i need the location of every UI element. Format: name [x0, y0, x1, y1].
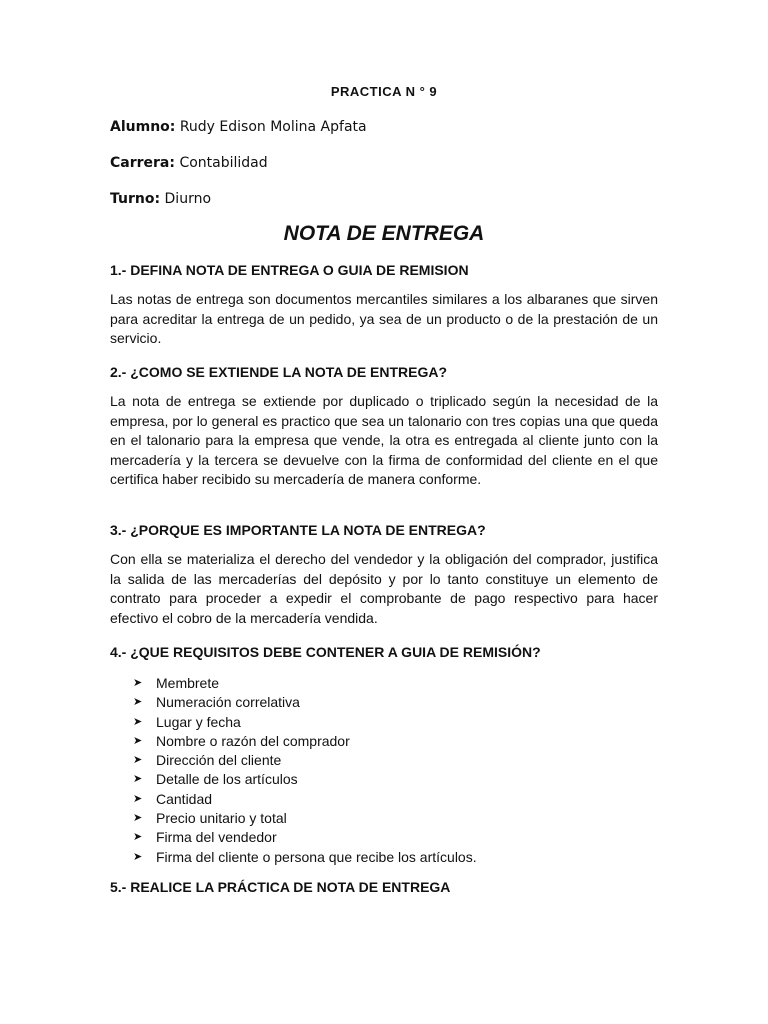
career-field — [110, 153, 268, 173]
answer-2: La nota de entrega se extiende por duplicado o triplicado según la necesidad de la empresa, por lo general es practico que sea un talonario con tres copias una que queda en el talonario para la empresa que vende, la otra es entregada al cliente junto con la mercadería y la tercera se devuelve con la firma de conformidad del cliente en el que certifica haber recibido su mercadería de manera conforme. — [110, 393, 658, 488]
student-field — [110, 117, 367, 137]
section-3 — [110, 521, 658, 628]
shift-value: Diurno — [164, 191, 212, 207]
list-item: ➤ Dirección del cliente — [133, 751, 477, 770]
requirements-list — [133, 674, 477, 867]
practice-number-title: PRACTICA N ° 9 — [330, 84, 438, 99]
list-item: ➤ Cantidad — [133, 790, 477, 809]
section-5 — [110, 878, 658, 897]
list-item: ➤ Detalle de los artículos — [133, 770, 477, 789]
arrow-bullet-icon: ➤ — [133, 812, 143, 825]
answer-1: Las notas de entrega son documentos mercantiles similares a los albaranes que sirven para acreditar la entrega de un pedido, ya sea de un producto o de la prestación de un servicio. — [110, 291, 658, 347]
arrow-bullet-icon: ➤ — [133, 677, 143, 689]
arrow-bullet-icon: ➤ — [133, 754, 143, 767]
arrow-bullet-icon: ➤ — [133, 715, 143, 728]
arrow-bullet-icon: ➤ — [133, 831, 143, 844]
arrow-bullet-icon: ➤ — [133, 792, 143, 805]
shift-label: Turno: — [110, 191, 161, 207]
section-4 — [110, 643, 658, 662]
answer-3: Con ella se materializa el derecho del vendedor y la obligación del comprador, justifica la salida de las mercaderías del depósito y por lo tanto constituye un elemento de contrato para proceder a expedir el comprobante de pago respectivo para hacer efectivo el cobro de la mercadería vendida. — [110, 551, 658, 626]
list-item: ➤ Membrete — [133, 674, 477, 693]
list-item: ➤ Precio unitario y total — [133, 809, 477, 828]
question-3: 3.- ¿PORQUE ES IMPORTANTE LA NOTA DE ENTREGA? — [110, 522, 486, 538]
student-label: Alumno: — [110, 119, 176, 135]
question-1: 1.- DEFINA NOTA DE ENTREGA O GUIA DE REMISION — [110, 262, 469, 278]
question-5: 5.- REALICE LA PRÁCTICA DE NOTA DE ENTREGA — [110, 879, 451, 895]
arrow-bullet-icon: ➤ — [133, 696, 143, 709]
list-item: ➤ Lugar y fecha — [133, 713, 477, 732]
student-value: Rudy Edison Molina Apfata — [179, 119, 367, 135]
section-1 — [110, 261, 658, 349]
list-item: ➤ Firma del vendedor — [133, 828, 477, 847]
main-title: NOTA DE ENTREGA — [283, 222, 485, 245]
arrow-bullet-icon: ➤ — [133, 773, 143, 786]
career-label: Carrera: — [110, 155, 175, 171]
list-item: ➤ Numeración correlativa — [133, 693, 477, 712]
section-2 — [110, 363, 658, 490]
arrow-bullet-icon: ➤ — [133, 734, 143, 747]
career-value: Contabilidad — [179, 155, 268, 171]
question-2: 2.- ¿COMO SE EXTIENDE LA NOTA DE ENTREGA? — [110, 364, 448, 380]
list-item: ➤ Firma del cliente o persona que recibe los artículos. — [133, 848, 477, 867]
list-item: ➤ Nombre o razón del comprador — [133, 732, 477, 751]
shift-field — [110, 189, 211, 209]
arrow-bullet-icon: ➤ — [133, 850, 143, 863]
question-4: 4.- ¿QUE REQUISITOS DEBE CONTENER A GUIA DE REMISIÓN? — [110, 644, 541, 660]
